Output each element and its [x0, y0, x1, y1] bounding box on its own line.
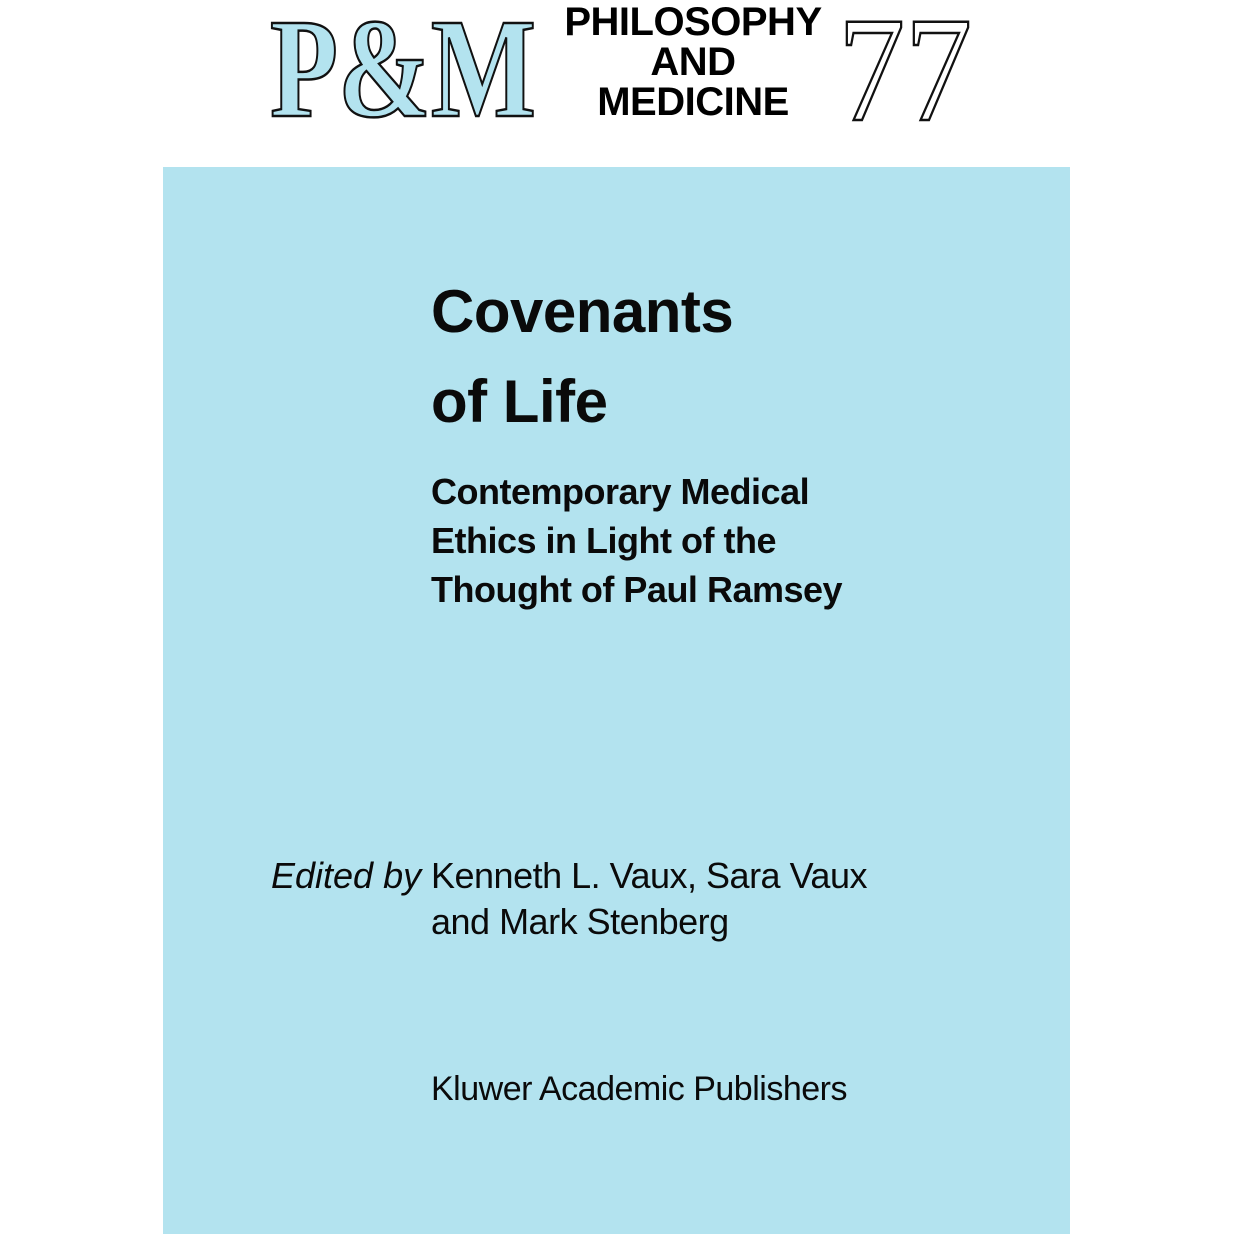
- book-title-line: Covenants: [431, 278, 734, 345]
- series-header: [0, 0, 1234, 153]
- series-title-line: PHILOSOPHY: [564, 0, 822, 44]
- series-logo: [270, 0, 540, 147]
- editors-line: Kenneth L. Vaux, Sara Vaux: [431, 855, 867, 896]
- publisher: Kluwer Academic Publishers: [431, 1070, 847, 1108]
- series-logo-text: P&M: [270, 0, 536, 147]
- series-volume-text: 77: [838, 0, 972, 153]
- editors-line: and Mark Stenberg: [431, 901, 729, 942]
- book-subtitle: [431, 467, 842, 614]
- book-subtitle-line: Contemporary Medical: [431, 471, 810, 512]
- edited-by-label: Edited by: [271, 855, 422, 896]
- editors: [431, 853, 867, 945]
- series-title-line: AND: [650, 40, 736, 84]
- book-title-line: of Life: [431, 368, 608, 435]
- book-subtitle-line: Ethics in Light of the: [431, 520, 776, 561]
- book-title: [431, 267, 733, 447]
- series-title-line: MEDICINE: [597, 80, 789, 124]
- series-volume-number: [836, 0, 976, 153]
- series-title: [548, 2, 838, 122]
- book-subtitle-line: Thought of Paul Ramsey: [431, 569, 843, 610]
- cover-panel: [163, 167, 1070, 1234]
